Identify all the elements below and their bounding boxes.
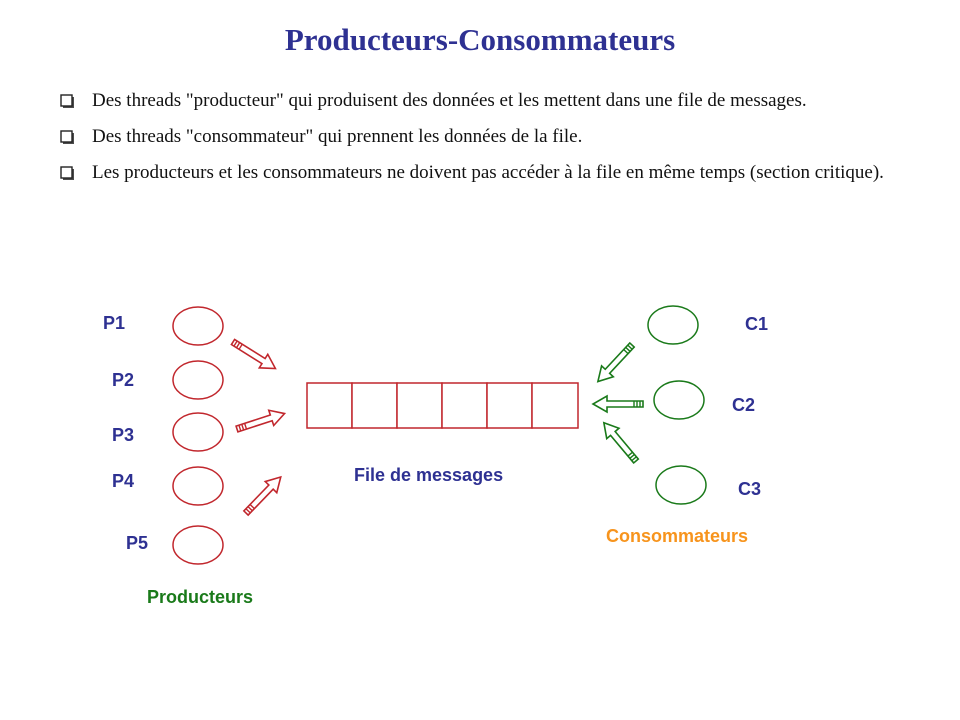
- consumer-label-c1: C1: [745, 314, 769, 334]
- queue-slot: [487, 383, 532, 428]
- producers-group-label: Producteurs: [147, 587, 254, 607]
- producer-circle-p3: [173, 413, 223, 451]
- consumer-label-c2: C2: [732, 395, 756, 415]
- bullet-text: Des threads "consommateur" qui prennent les données de la file.: [92, 126, 583, 147]
- producer-label-p3: P3: [112, 425, 135, 445]
- consumer-arrow-1: [592, 340, 638, 387]
- producer-circle-p1: [173, 307, 223, 345]
- producer-label-p5: P5: [126, 533, 149, 553]
- bullet-text: Les producteurs et les consommateurs ne doivent pas accéder à la file en même temps (section critique).: [92, 162, 884, 183]
- queue-slot: [352, 383, 397, 428]
- producer-circle-p5: [173, 526, 223, 564]
- producer-circle-p4: [173, 467, 223, 505]
- producer-arrow-3: [240, 471, 286, 518]
- producer-label-p4: P4: [112, 471, 135, 491]
- page-title: Producteurs-Consommateurs: [284, 22, 676, 57]
- queue-slot: [442, 383, 487, 428]
- message-queue: [307, 383, 578, 428]
- consumers-group-label: Consommateurs: [606, 526, 749, 546]
- queue-label: File de messages: [354, 465, 504, 485]
- queue-slot: [307, 383, 352, 428]
- consumer-arrow-3: [598, 418, 642, 467]
- producer-label-p2: P2: [112, 370, 135, 390]
- consumer-arrow-2: [593, 396, 643, 412]
- producer-label-p1: P1: [103, 313, 126, 333]
- consumer-circle-c2: [654, 381, 704, 419]
- queue-slot: [532, 383, 578, 428]
- consumer-circle-c1: [648, 306, 698, 344]
- producer-arrow-2: [235, 406, 287, 437]
- queue-slot: [397, 383, 442, 428]
- producer-arrow-1: [229, 335, 280, 375]
- consumer-circle-c3: [656, 466, 706, 504]
- bullet-text: Des threads "producteur" qui produisent des données et les mettent dans une file de messages.: [92, 90, 807, 111]
- producer-circle-p2: [173, 361, 223, 399]
- consumer-label-c3: C3: [738, 479, 762, 499]
